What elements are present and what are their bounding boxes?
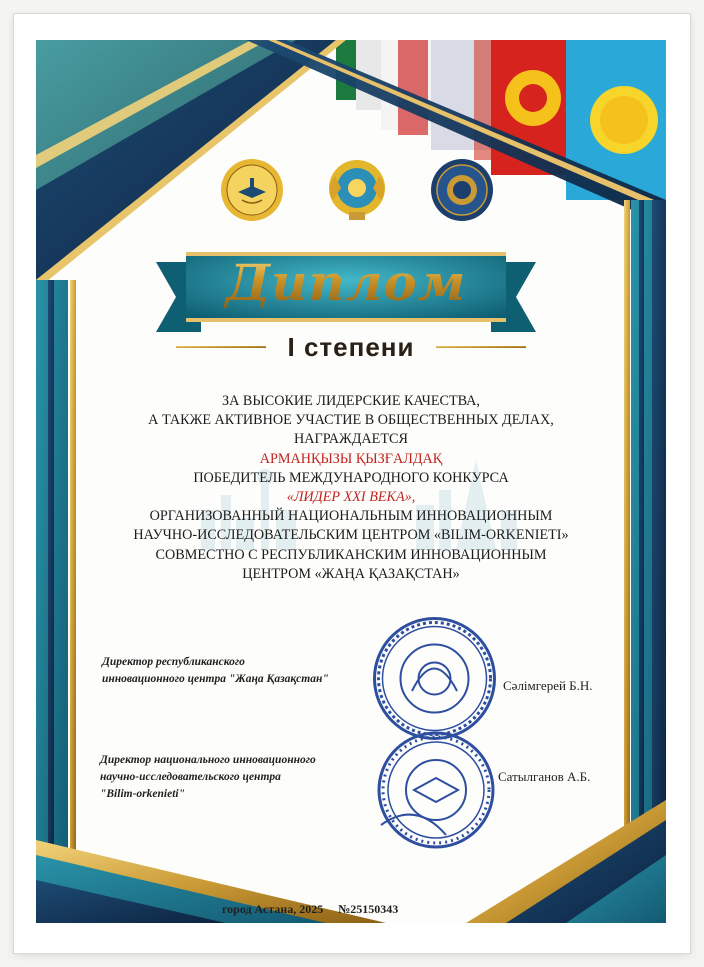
signatory-2-line: Директор национального инновационного xyxy=(100,754,316,766)
body-line: НАГРАЖДАЕТСЯ xyxy=(294,431,408,448)
winner-line: ПОБЕДИТЕЛЬ МЕЖДУНАРОДНОГО КОНКУРСА xyxy=(193,469,509,486)
signatory-2-line: научно-исследовательского центра xyxy=(100,771,281,783)
signatory-1-title xyxy=(102,654,329,688)
signatory-2-line: "Bilim-orkenieti" xyxy=(100,788,185,800)
signatory-2-name: Сатылганов А.Б. xyxy=(498,769,591,784)
signatory-1-line: Директор республиканского xyxy=(102,656,245,668)
diploma-title: Диплом xyxy=(156,253,536,312)
signatory-2-title xyxy=(100,752,316,803)
organizer-line: НАУЧНО-ИССЛЕДОВАТЕЛЬСКИМ ЦЕНТРОМ «BILIM-ORKENIETI» xyxy=(133,527,569,544)
diploma-degree: I степени xyxy=(287,332,415,362)
kazakhstan-emblem-icon xyxy=(325,158,389,222)
diploma-body xyxy=(76,392,626,584)
organizer-line: ОРГАНИЗОВАННЫЙ НАЦИОНАЛЬНЫМ ИННОВАЦИОННЫМ xyxy=(149,508,553,525)
diploma-footer xyxy=(222,902,462,917)
diploma-sheet xyxy=(36,40,666,923)
bilim-orkenieti-logo xyxy=(220,158,284,222)
recipient-name: АРМАНҚЫЗЫ ҚЫЗҒАЛДАҚ xyxy=(259,450,443,467)
diploma-number: №25150343 xyxy=(338,902,399,916)
organizer-line: СОВМЕСТНО С РЕСПУБЛИКАНСКИМ ИННОВАЦИОННЫМ xyxy=(155,546,547,563)
contest-name: «ЛИДЕР XXI ВЕКА», xyxy=(286,489,416,506)
bilim-orkenieti-stamp xyxy=(376,730,496,850)
innovation-center-seal-icon xyxy=(430,158,494,222)
city-year: город Астана, 2025 xyxy=(222,902,324,916)
republican-center-stamp xyxy=(372,616,497,741)
body-line: А ТАКЖЕ АКТИВНОЕ УЧАСТИЕ В ОБЩЕСТВЕННЫХ ДЕЛАХ, xyxy=(148,412,554,429)
body-line: ЗА ВЫСОКИЕ ЛИДЕРСКИЕ КАЧЕСТВА, xyxy=(222,393,480,409)
organizer-line: ЦЕНТРОМ «ЖАҢА ҚАЗАҚСТАН» xyxy=(242,565,460,582)
signatory-1-name: Сәлімгерей Б.Н. xyxy=(503,678,593,693)
signatory-1-line: инновационного центра "Жаңа Қазақстан" xyxy=(102,673,329,685)
